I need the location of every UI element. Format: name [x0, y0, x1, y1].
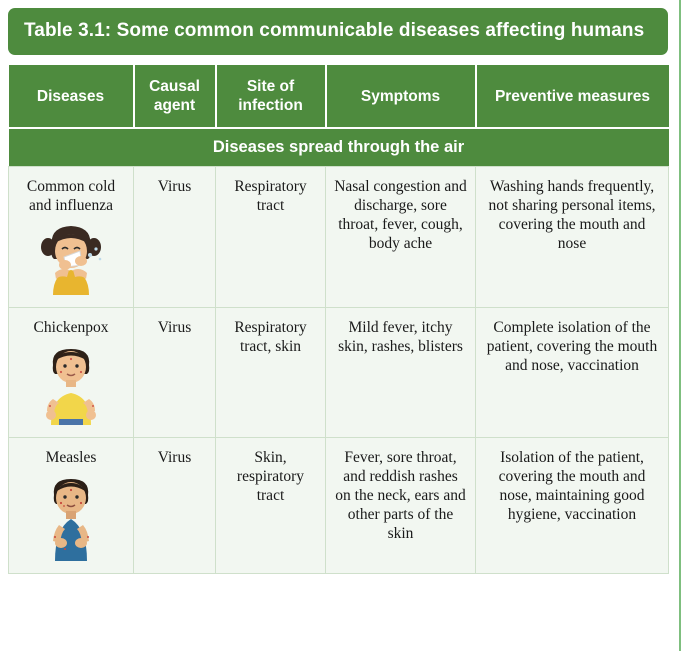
table-row [9, 308, 669, 438]
cell-preventive-measures: Washing hands frequently, not sharing personal items, covering the mouth and nose [476, 167, 669, 308]
cell-preventive-measures: Isolation of the patient, covering the mouth and nose, maintaining good hygiene, vaccination [476, 438, 669, 574]
column-header-site-of-infection: Site of infection [216, 65, 326, 128]
cell-site-of-infection: Respiratory tract [216, 167, 326, 308]
boy-with-rashes-illustration [31, 343, 111, 425]
diseases-table [8, 65, 669, 574]
child-with-measles-illustration [31, 473, 111, 561]
cell-causal-agent: Virus [134, 167, 216, 308]
column-header-diseases: Diseases [9, 65, 134, 128]
table-row [9, 167, 669, 308]
cell-symptoms: Fever, sore throat, and reddish rashes on the neck, ears and other parts of the skin [326, 438, 476, 574]
cell-symptoms: Mild fever, itchy skin, rashes, blisters [326, 308, 476, 438]
cell-causal-agent: Virus [134, 308, 216, 438]
disease-label: Chickenpox [33, 319, 109, 336]
table-caption: Table 3.1: Some common communicable diseases affecting humans [8, 8, 668, 55]
cell-symptoms: Nasal congestion and discharge, sore throat, fever, cough, body ache [326, 167, 476, 308]
cell-disease-name [9, 167, 134, 308]
section-band-row [9, 128, 669, 167]
page-accent-rule [679, 0, 681, 651]
cell-site-of-infection: Skin, respiratory tract [216, 438, 326, 574]
cell-site-of-infection: Respiratory tract, skin [216, 308, 326, 438]
column-header-symptoms: Symptoms [326, 65, 476, 128]
cell-disease-name [9, 438, 134, 574]
column-header-causal-agent: Causal agent [134, 65, 216, 128]
disease-label: Common cold and influenza [26, 178, 116, 214]
cell-disease-name [9, 308, 134, 438]
table-container [8, 8, 668, 574]
cell-preventive-measures: Complete isolation of the patient, covering the mouth and nose, vaccination [476, 308, 669, 438]
table-row [9, 438, 669, 574]
child-sneezing-illustration [28, 221, 114, 295]
section-band-label: Diseases spread through the air [9, 128, 669, 167]
table-header-row [9, 65, 669, 128]
column-header-preventive-measures: Preventive measures [476, 65, 669, 128]
disease-label: Measles [45, 449, 97, 466]
cell-causal-agent: Virus [134, 438, 216, 574]
